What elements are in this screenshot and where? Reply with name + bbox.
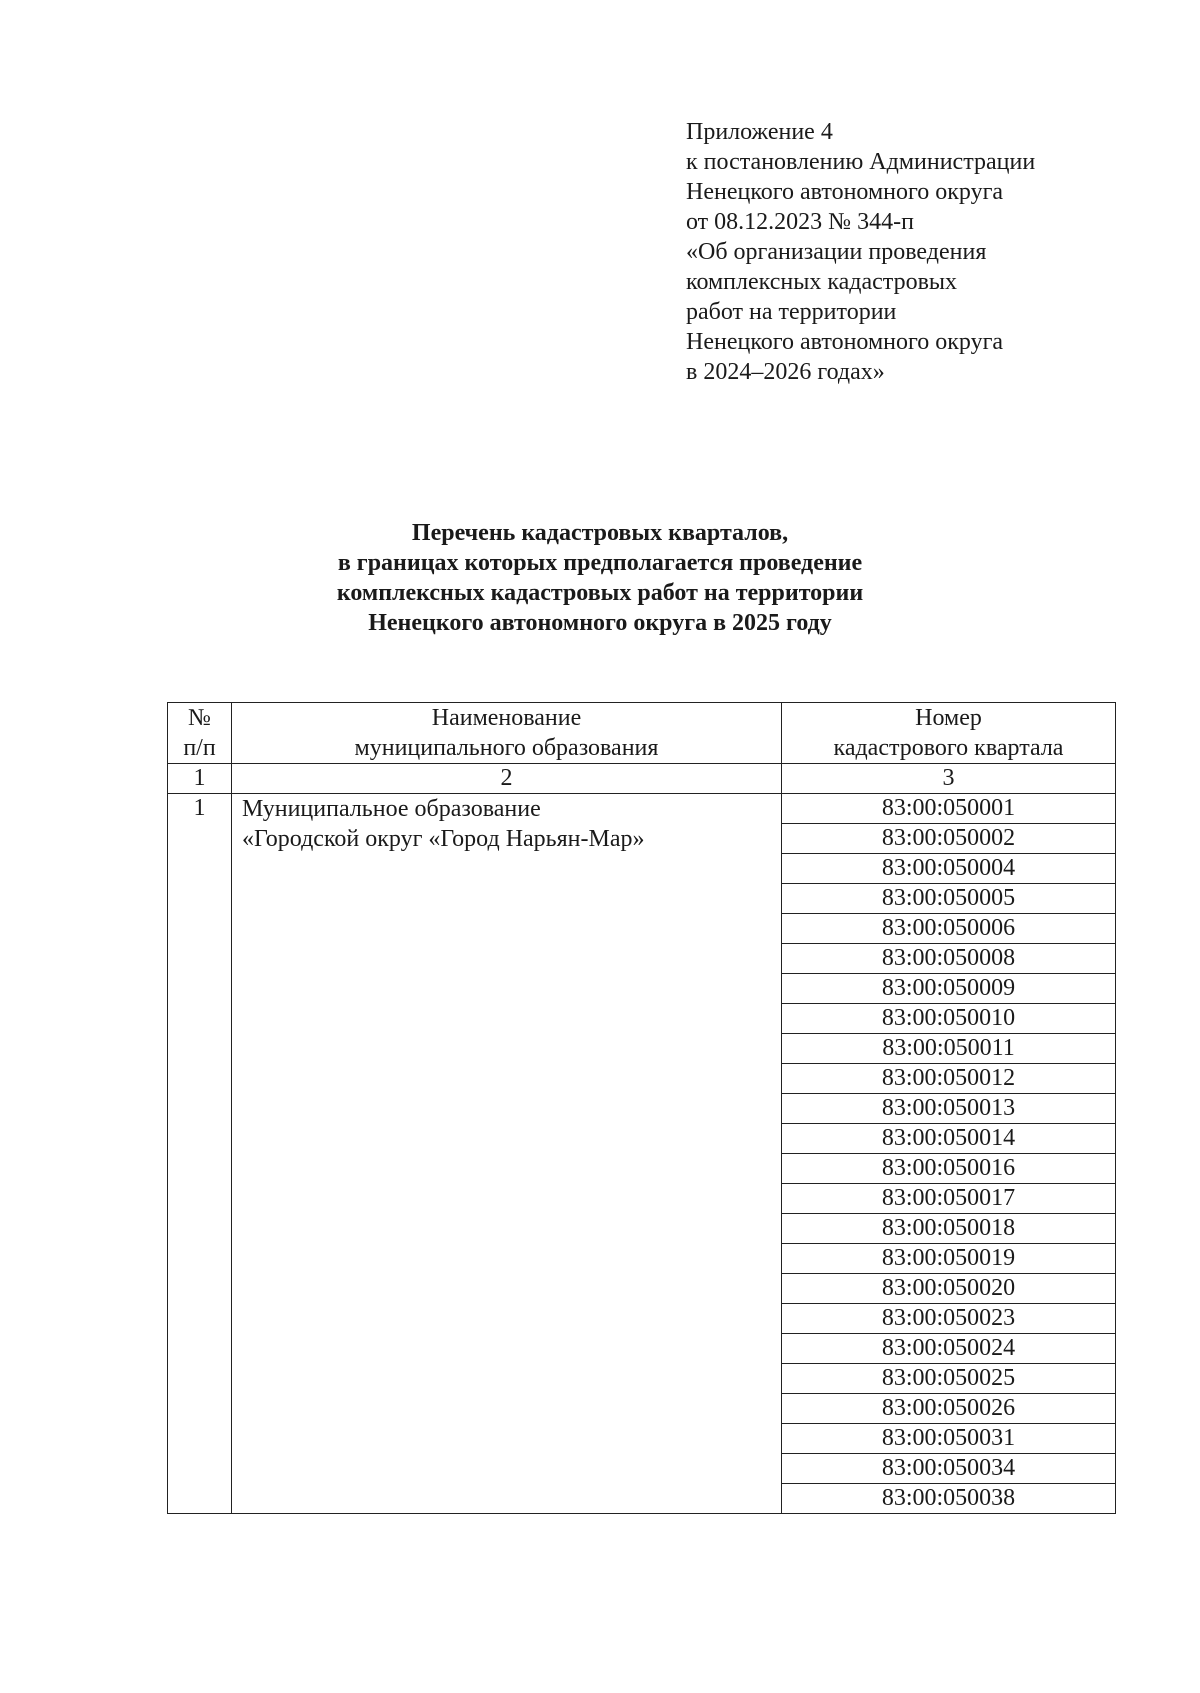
title-line: в границах которых предполагается проведение <box>337 550 863 576</box>
appendix-line: комплексных кадастровых <box>686 269 958 295</box>
title-line: Перечень кадастровых кварталов, <box>411 520 789 546</box>
appendix-line: в 2024–2026 годах» <box>686 359 885 385</box>
municipality-name <box>232 794 782 1514</box>
appendix-line: «Об организации проведения <box>686 239 987 265</box>
document-title <box>150 518 1050 638</box>
appendix-line: Приложение 4 <box>686 119 833 145</box>
cadastral-quarter-number: 83:00:050001 <box>782 794 1116 824</box>
column-number-row <box>168 764 1116 794</box>
title-line: комплексных кадастровых работ на территории <box>336 580 864 606</box>
table-header-row <box>168 703 1116 764</box>
cadastral-quarter-number: 83:00:050018 <box>782 1214 1116 1244</box>
cadastral-quarter-number: 83:00:050023 <box>782 1304 1116 1334</box>
cadastral-quarter-number: 83:00:050026 <box>782 1394 1116 1424</box>
cadastral-quarter-number: 83:00:050025 <box>782 1364 1116 1394</box>
header-municipality: Наименование муниципального образования <box>232 703 782 764</box>
cadastral-quarters-table <box>167 702 1116 1514</box>
appendix-line: от 08.12.2023 № 344-п <box>686 209 914 235</box>
appendix-line: к постановлению Администрации <box>686 149 1036 175</box>
column-number: 1 <box>168 764 232 794</box>
cadastral-quarter-number: 83:00:050005 <box>782 884 1116 914</box>
appendix-line: Ненецкого автономного округа <box>686 179 1004 205</box>
cadastral-quarter-number: 83:00:050020 <box>782 1274 1116 1304</box>
cadastral-quarter-number: 83:00:050002 <box>782 824 1116 854</box>
cadastral-quarter-number: 83:00:050004 <box>782 854 1116 884</box>
column-number: 2 <box>232 764 782 794</box>
cadastral-quarter-number: 83:00:050013 <box>782 1094 1116 1124</box>
appendix-block <box>686 117 1126 387</box>
cadastral-quarter-number: 83:00:050006 <box>782 914 1116 944</box>
table-row <box>168 794 1116 824</box>
appendix-line: Ненецкого автономного округа <box>686 329 1004 355</box>
cadastral-quarter-number: 83:00:050014 <box>782 1124 1116 1154</box>
column-number: 3 <box>782 764 1116 794</box>
row-number: 1 <box>168 794 232 1514</box>
municipality-name-line: Муниципальное образование <box>242 796 541 822</box>
cadastral-quarter-number: 83:00:050011 <box>782 1034 1116 1064</box>
cadastral-quarter-number: 83:00:050034 <box>782 1454 1116 1484</box>
cadastral-quarter-number: 83:00:050009 <box>782 974 1116 1004</box>
header-quarter-number: Номер кадастрового квартала <box>782 703 1116 764</box>
cadastral-quarter-number: 83:00:050008 <box>782 944 1116 974</box>
cadastral-quarter-number: 83:00:050038 <box>782 1484 1116 1514</box>
cadastral-quarter-number: 83:00:050010 <box>782 1004 1116 1034</box>
cadastral-quarter-number: 83:00:050012 <box>782 1064 1116 1094</box>
header-number: № п/п <box>168 703 232 764</box>
cadastral-quarter-number: 83:00:050017 <box>782 1184 1116 1214</box>
cadastral-quarter-number: 83:00:050031 <box>782 1424 1116 1454</box>
cadastral-quarter-number: 83:00:050016 <box>782 1154 1116 1184</box>
municipality-name-line: «Городской округ «Город Нарьян-Мар» <box>242 826 645 852</box>
appendix-line: работ на территории <box>686 299 897 325</box>
cadastral-quarter-number: 83:00:050019 <box>782 1244 1116 1274</box>
title-line: Ненецкого автономного округа в 2025 году <box>368 610 832 636</box>
cadastral-quarter-number: 83:00:050024 <box>782 1334 1116 1364</box>
